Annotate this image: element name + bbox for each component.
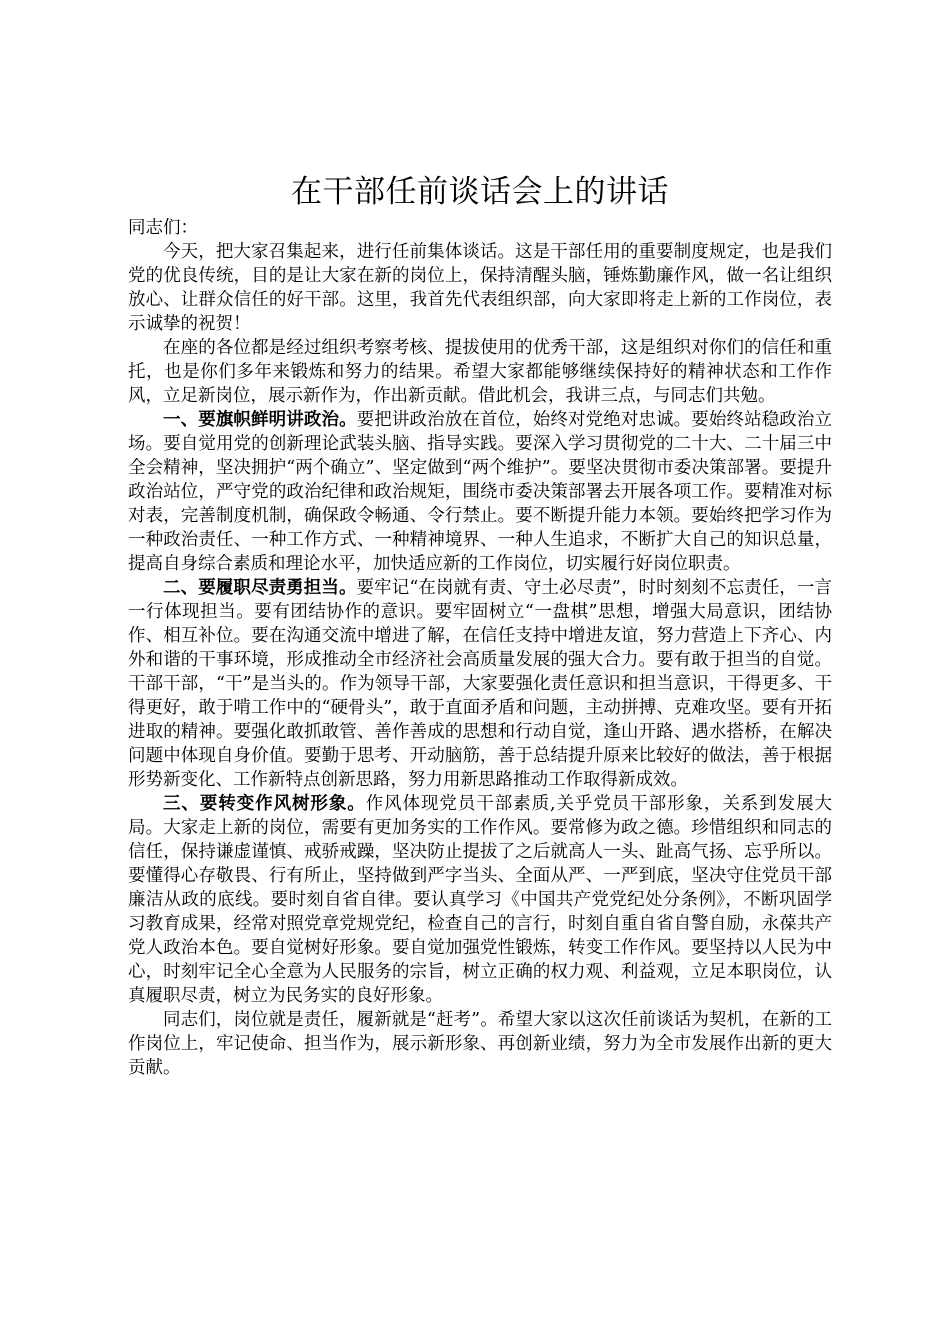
document-title: 在干部任前谈话会上的讲话 — [291, 174, 669, 210]
paragraph-point-two — [128, 576, 832, 792]
paragraph-opening — [128, 240, 832, 336]
paragraph-text: 今天，把大家召集起来，进行任前集体谈话。这是干部任用的重要制度规定，也是我们党的优良传统，目的是让大家在新的岗位上，保持清醒头脑，锤炼勤廉作风，做一名让组织放心、让群众信任的好干部。这里，我首先代表组织部，向大家即将走上新的工作岗位，表示诚挚的祝贺！ — [128, 242, 832, 334]
paragraph-intro — [128, 336, 832, 408]
paragraph-text: 同志们，岗位就是责任，履新就是“赶考”。希望大家以这次任前谈话为契机，在新的工作岗位上，牢记使命、担当作为，展示新形象、再创新业绩，努力为全市发展作出新的更大贡献。 — [128, 1010, 832, 1078]
point-heading: 三、要转变作风树形象。 — [163, 794, 366, 814]
salutation: 同志们： — [128, 218, 198, 238]
paragraph-point-three — [128, 792, 832, 1008]
paragraph-text: 要牢记“在岗就有责、守土必尽责”，时时刻刻不忘责任，一言一行体现担当。要有团结协作的意识。要牢固树立“一盘棋”思想，增强大局意识，团结协作、相互补位。要在沟通交流中增进了解，在信任支持中增进友谊，努力营造上下齐心、内外和谐的干事环境，形成推动全市经济社会高质量发展的强大合力。要有敢于担当的自觉。干部干部，“干”是当头的。作为领导干部，大家要强化责任意识和担当意识，干得更多、干得更好，敢于啃工作中的“硬骨头”，敢于直面矛盾和问题，主动拼搏、克难攻坚。要有开拓进取的精神。要强化敢抓敢管、善作善成的思想和行动自觉，逢山开路、遇水搭桥，在解决问题中体现自身价值。要勤于思考、开动脑筋，善于总结提升原来比较好的做法，善于根据形势新变化、工作新特点创新思路，努力用新思路推动工作取得新成效。 — [128, 578, 832, 790]
paragraph-text: 在座的各位都是经过组织考察考核、提拔使用的优秀干部，这是组织对你们的信任和重托，也是你们多年来锻炼和努力的结果。希望大家都能够继续保持好的精神状态和工作作风，立足新岗位，展示新作为，作出新贡献。借此机会，我讲三点，与同志们共勉。 — [128, 338, 832, 406]
paragraph-text: 作风体现党员干部素质,关乎党员干部形象，关系到发展大局。大家走上新的岗位，需要有更加务实的工作作风。要常修为政之德。珍惜组织和同志的信任，保持谦虚谨慎、戒骄戒躁，坚决防止提拔了之后就高人一头、趾高气扬、忘乎所以。要懂得心存敬畏、行有所止，坚持做到严字当头、全面从严、一严到底，坚决守住党员干部廉洁从政的底线。要时刻自省自律。要认真学习《中国共产党党纪处分条例》，不断巩固学习教育成果，经常对照党章党规党纪，检查自己的言行，时刻自重自省自警自励，永葆共产党人政治本色。要自觉树好形象。要自觉加强党性锻炼，转变工作作风。要坚持以人民为中心，时刻牢记全心全意为人民服务的宗旨，树立正确的权力观、利益观，立足本职岗位，认真履职尽责，树立为民务实的良好形象。 — [128, 794, 833, 1006]
paragraph-point-one — [128, 408, 832, 576]
paragraph-text: 要把讲政治放在首位，始终对党绝对忠诚。要始终站稳政治立场。要自觉用党的创新理论武装头脑、指导实践。要深入学习贯彻党的二十大、二十届三中全会精神，坚决拥护“两个确立”、坚定做到“两个维护”。要坚决贯彻市委决策部署。要提升政治站位，严守党的政治纪律和政治规矩，围绕市委决策部署去开展各项工作。要精准对标对表，完善制度机制，确保政令畅通、令行禁止。要不断提升能力本领。要始终把学习作为一种政治责任、一种工作方式、一种精神境界、一种人生追求，不断扩大自己的知识总量，提高自身综合素质和理论水平，加快适应新的工作岗位，切实履行好岗位职责。 — [128, 410, 833, 574]
paragraph-closing — [128, 1008, 832, 1080]
point-heading: 一、要旗帜鲜明讲政治。 — [163, 410, 357, 430]
point-heading: 二、要履职尽责勇担当。 — [163, 578, 357, 598]
document-page — [128, 168, 832, 1080]
